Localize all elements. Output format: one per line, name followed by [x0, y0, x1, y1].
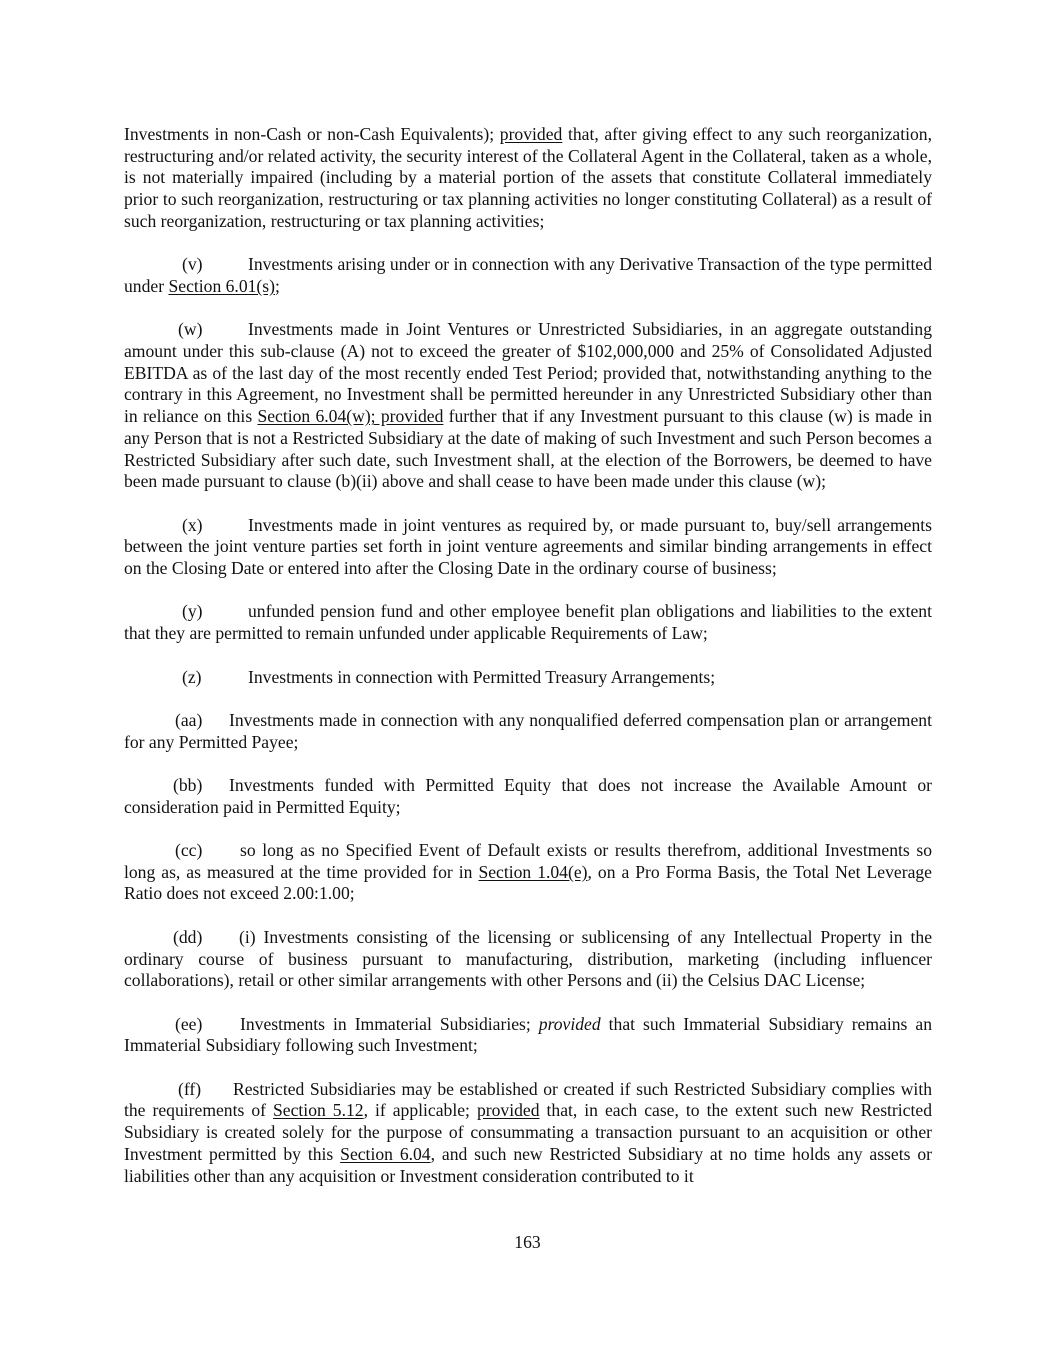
paragraph-aa: (aa) Investments made in connection with any nonqualified deferred compensation plan or arrangement for any Permitted Payee;	[124, 709, 932, 752]
clause-label: (y)	[182, 601, 203, 622]
clause-label: (x)	[182, 514, 203, 535]
paragraph-z: (z) Investments in connection with Permitted Treasury Arrangements;	[182, 666, 716, 687]
paragraph-continuation: Investments in non-Cash or non-Cash Equivalents); provided that, after giving effect to any such reorganization, restructuring and/or related activity, the security interest of the Collateral Agent in the Collateral, taken as a whole, is not materially impaired (including by a material portion of the assets that constitute Collateral immediately prior to such reorganization, restructuring or tax planning activities no longer constituting Collateral) as a result of such reorganization, restructuring or tax planning activities;	[124, 124, 932, 231]
paragraph-v: (v) Investments arising under or in connection with any Derivative Transaction of the type permitted under Section 6.01(s);	[124, 254, 932, 296]
paragraph-bb: (bb) Investments funded with Permitted Equity that does not increase the Available Amount or consideration paid in Permitted Equity;	[124, 774, 932, 817]
clause-label: (z)	[182, 666, 202, 687]
clause-label: (dd)	[173, 926, 203, 947]
paragraph-ee: (ee) Investments in Immaterial Subsidiaries; provided that such Immaterial Subsidiary remains an Immaterial Subsidiary following such Investment;	[124, 1013, 932, 1056]
paragraph-ff: (ff) Restricted Subsidiaries may be established or created if such Restricted Subsidiary complies with the requirements of Section 5.12, if applicable; provided that, in each case, to the extent such new Restricted Subsidiary is created solely for the purpose of consummating a transaction pursuant to an acquisition or other Investment permitted by this Section 6.04, and such new Restricted Subsidiary at no time holds any assets or liabilities other than any acquisition or Investment consideration contributed to it	[124, 1078, 932, 1186]
clause-label: (cc)	[175, 840, 203, 861]
clause-label: (w)	[178, 319, 203, 340]
paragraph-w: (w) Investments made in Joint Ventures or Unrestricted Subsidiaries, in an aggregate outstanding amount under this sub-clause (A) not to exceed the greater of $102,000,000 and 25% of Consolidated Adjusted EBITDA as of the last day of the most recently ended Test Period; provided that, notwithstanding anything to the contrary in this Agreement, no Investment shall be permitted hereunder in any Unrestricted Subsidiary other than in reliance on this Section 6.04(w); provided further that if any Investment pursuant to this clause (w) is made in any Person that is not a Restricted Subsidiary at the date of making of such Investment and such Person becomes a Restricted Subsidiary after such date, such Investment shall, at the election of the Borrowers, be deemed to have been made pursuant to clause (b)(ii) above and shall cease to have been made under this clause (w);	[124, 319, 932, 492]
clause-label: (aa)	[175, 709, 203, 730]
document-body	[124, 124, 932, 1187]
clause-label: (v)	[182, 254, 203, 275]
clause-label: (ff)	[178, 1078, 202, 1099]
paragraph-y: (y) unfunded pension fund and other employee benefit plan obligations and liabilities to the extent that they are permitted to remain unfunded under applicable Requirements of Law;	[124, 601, 932, 644]
clause-label: (bb)	[173, 774, 203, 795]
clause-label: (ee)	[175, 1013, 203, 1034]
paragraph-x: (x) Investments made in joint ventures as required by, or made pursuant to, buy/sell arrangements between the joint venture parties set forth in joint venture agreements and similar binding arrangements in effect on the Closing Date or entered into after the Closing Date in the ordinary course of business;	[124, 514, 932, 579]
paragraph-cc: (cc) so long as no Specified Event of Default exists or results therefrom, additional Investments so long as, as measured at the time provided for in Section 1.04(e), on a Pro Forma Basis, the Total Net Leverage Ratio does not exceed 2.00:1.00;	[124, 840, 932, 904]
paragraph-dd: (dd) (i) Investments consisting of the licensing or sublicensing of any Intellectual Property in the ordinary course of business pursuant to manufacturing, distribution, marketing (including influencer collaborations), retail or other similar arrangements with other Persons and (ii) the Celsius DAC License;	[124, 926, 932, 991]
page-number: 163	[514, 1232, 541, 1252]
